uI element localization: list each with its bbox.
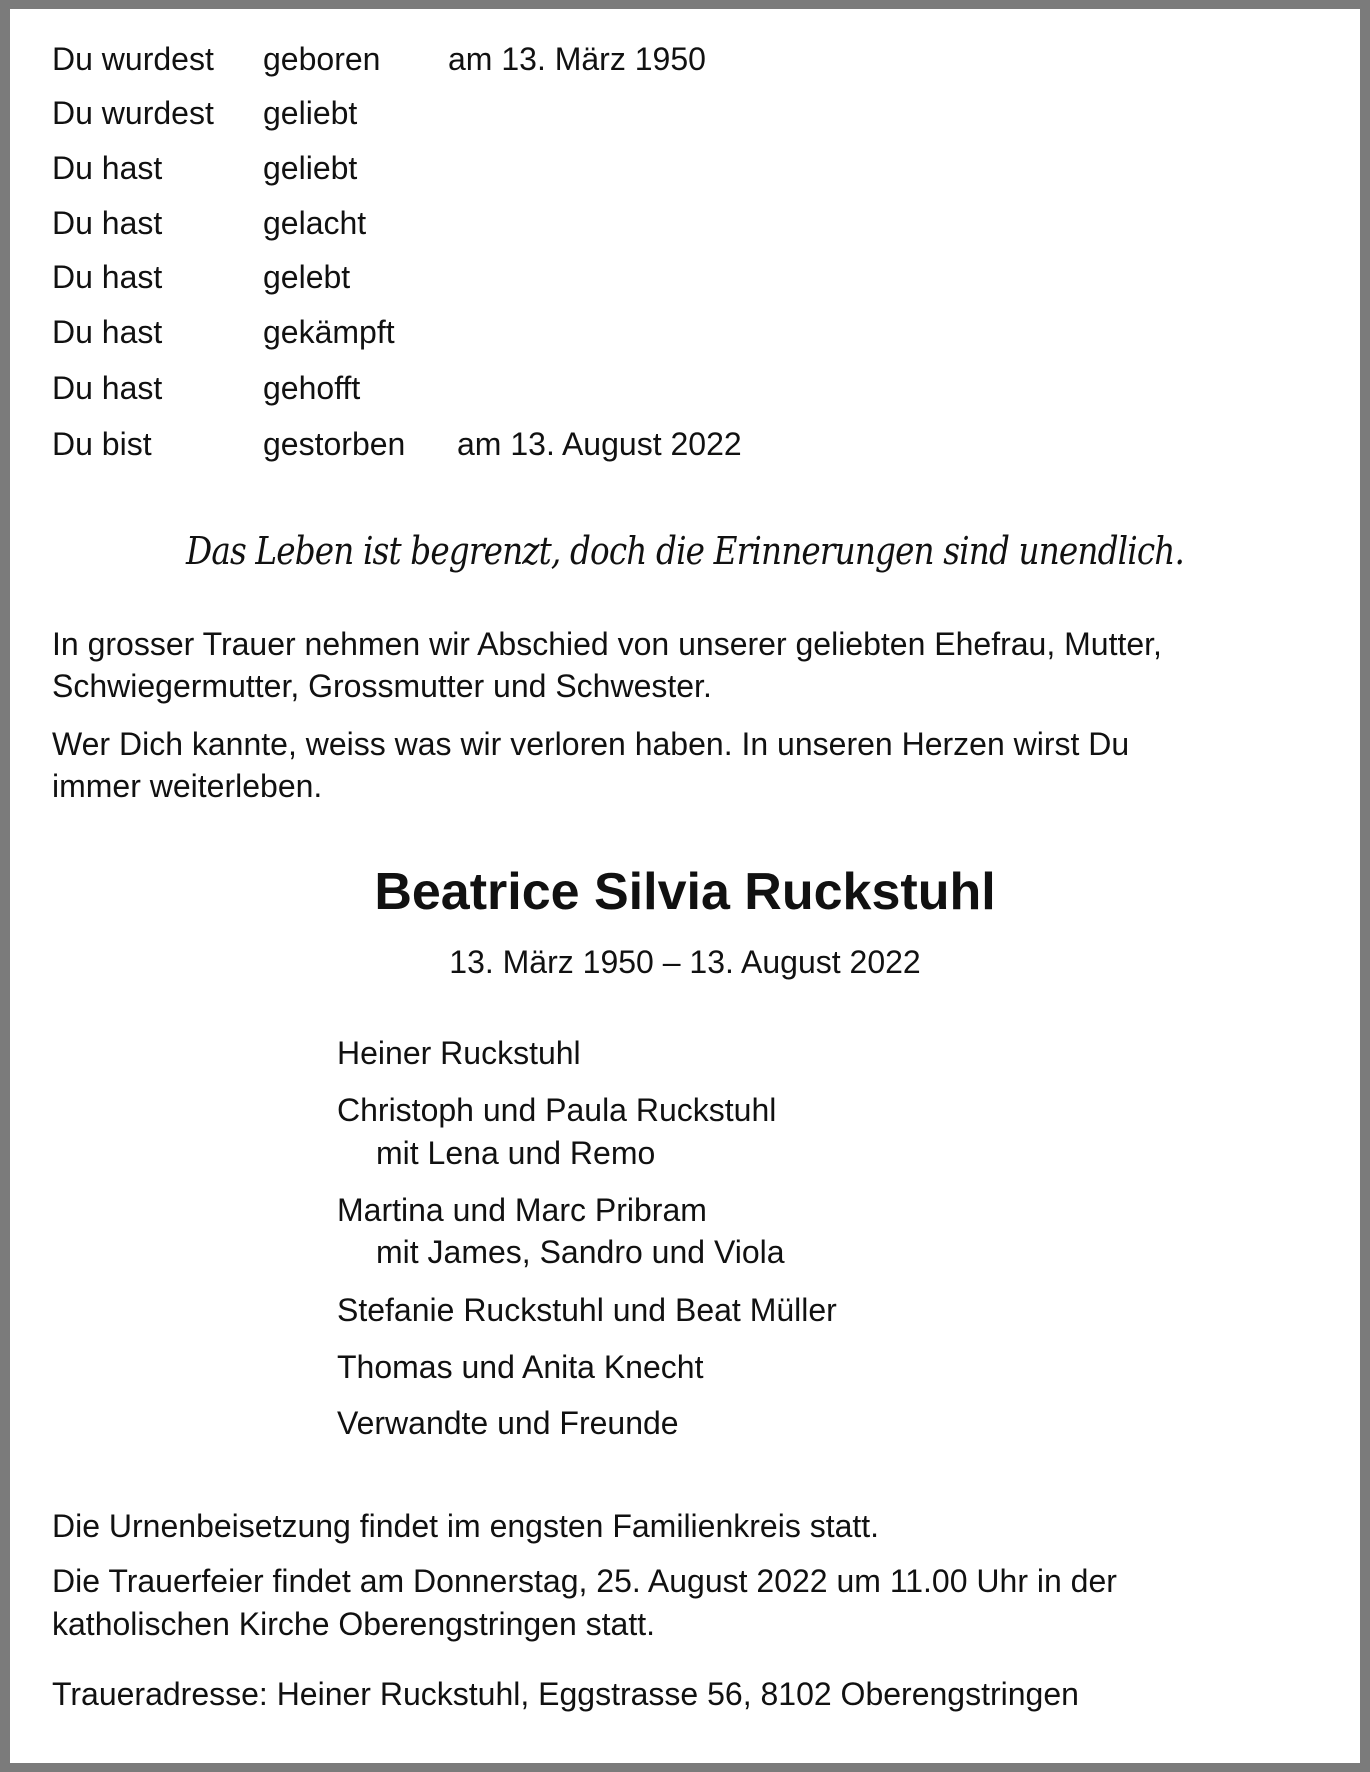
family-member: Martina und Marc Pribram: [337, 1192, 707, 1228]
verse-verb: gelebt: [263, 259, 351, 295]
verse-subject: Du bist: [52, 426, 152, 462]
verse-subject: Du hast: [52, 259, 163, 295]
notice-ceremony-line: Die Trauerfeier findet am Donnerstag, 25. August 2022 um 11.00 Uhr in der: [52, 1563, 1117, 1599]
family-member: Christoph und Paula Ruckstuhl: [337, 1092, 777, 1128]
verse-date: am 13. März 1950: [448, 41, 706, 77]
paragraph-line: immer weiterleben.: [52, 768, 323, 804]
verse-verb: geboren: [263, 41, 381, 77]
verse-subject: Du hast: [52, 314, 163, 350]
verse-subject: Du hast: [52, 150, 163, 186]
quote: Das Leben ist begrenzt, doch die Erinnerungen sind unendlich.: [185, 529, 1185, 573]
family-member-sub: mit Lena und Remo: [376, 1135, 656, 1171]
paragraph-line: Wer Dich kannte, weiss was wir verloren haben. In unseren Herzen wirst Du: [52, 726, 1130, 762]
verse-verb: gestorben: [263, 426, 406, 462]
verse-verb: gelacht: [263, 205, 367, 241]
mourning-address: Traueradresse: Heiner Ruckstuhl, Eggstrasse 56, 8102 Oberengstringen: [52, 1676, 1079, 1712]
family-member: Verwandte und Freunde: [337, 1405, 679, 1441]
family-member: Heiner Ruckstuhl: [337, 1035, 581, 1071]
notice-ceremony-line: katholischen Kirche Oberengstringen statt.: [52, 1606, 655, 1642]
verse-verb: gehofft: [263, 370, 361, 406]
verse-verb: geliebt: [263, 150, 358, 186]
obituary-page: [10, 9, 1360, 1763]
family-member: Thomas und Anita Knecht: [337, 1349, 704, 1385]
verse-subject: Du hast: [52, 370, 163, 406]
verse-subject: Du hast: [52, 205, 163, 241]
notice-urn: Die Urnenbeisetzung findet im engsten Familienkreis statt.: [52, 1508, 880, 1544]
verse-subject: Du wurdest: [52, 95, 214, 131]
verse-verb: gekämpft: [263, 314, 395, 350]
deceased-name: Beatrice Silvia Ruckstuhl: [374, 863, 996, 921]
verse-verb: geliebt: [263, 95, 358, 131]
paragraph-line: Schwiegermutter, Grossmutter und Schwester.: [52, 668, 712, 704]
verse-date: am 13. August 2022: [457, 426, 742, 462]
verse-subject: Du wurdest: [52, 41, 214, 77]
family-member-sub: mit James, Sandro und Viola: [376, 1234, 785, 1270]
family-member: Stefanie Ruckstuhl und Beat Müller: [337, 1292, 837, 1328]
paragraph-line: In grosser Trauer nehmen wir Abschied von unserer geliebten Ehefrau, Mutter,: [52, 626, 1162, 662]
life-dates: 13. März 1950 – 13. August 2022: [449, 944, 921, 980]
